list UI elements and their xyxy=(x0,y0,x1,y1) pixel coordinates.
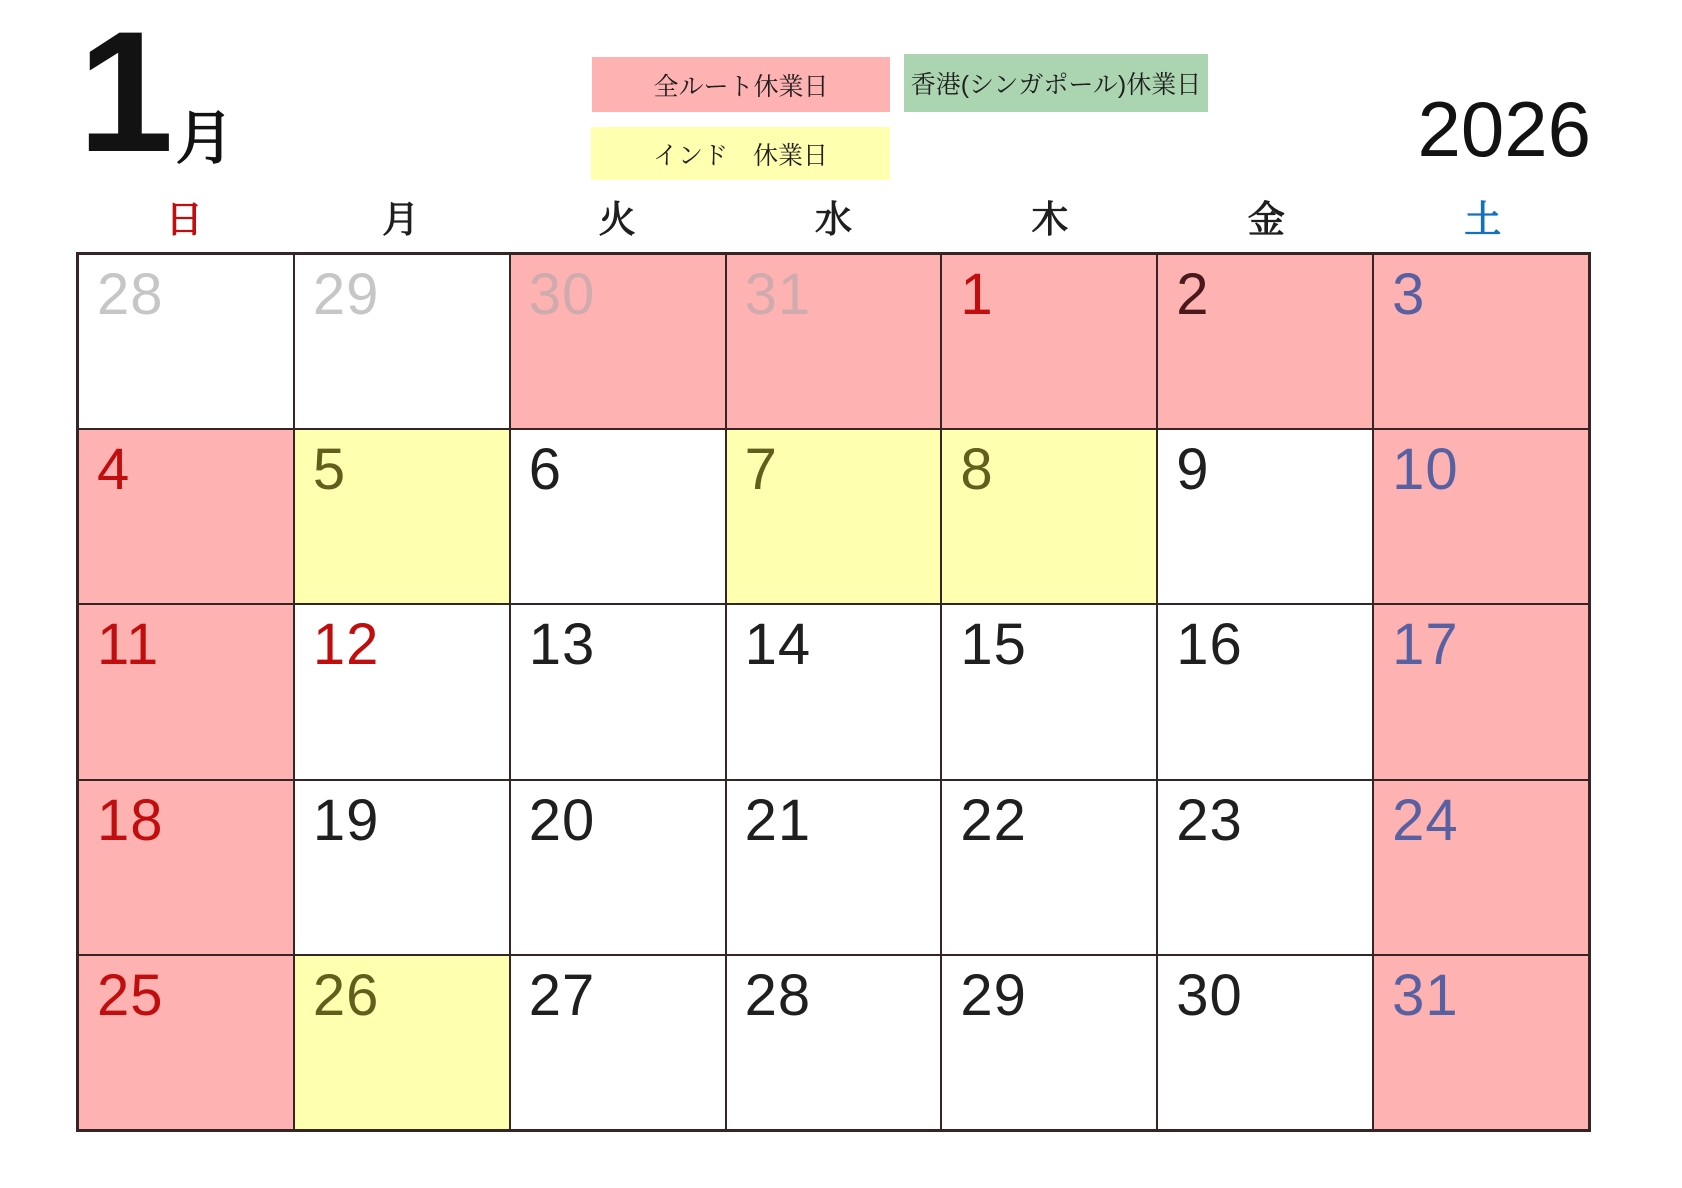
day-number: 10 xyxy=(1392,437,1459,503)
day-cell xyxy=(78,254,294,429)
day-number: 23 xyxy=(1176,787,1243,853)
day-number: 29 xyxy=(960,962,1027,1028)
day-number: 14 xyxy=(744,612,812,678)
day-number: 1 xyxy=(960,262,994,327)
day-number: 2 xyxy=(1176,262,1210,327)
day-number: 16 xyxy=(1176,612,1243,678)
day-cell xyxy=(78,955,294,1130)
day-cell xyxy=(941,780,1157,955)
day-number: 19 xyxy=(312,787,380,853)
day-cell xyxy=(510,955,726,1130)
day-cell xyxy=(941,955,1157,1130)
weekday-header-tue: 火 xyxy=(598,198,636,240)
day-cell xyxy=(941,429,1157,604)
weekday-header-row xyxy=(76,193,1591,245)
day-number: 29 xyxy=(312,262,380,327)
day-number: 27 xyxy=(528,962,596,1028)
year-label: 2026 xyxy=(1417,85,1591,173)
day-cell xyxy=(510,604,726,779)
legend-hongkong-singapore-label: 香港(シンガポール)休業日 xyxy=(910,71,1202,99)
legend-all-routes-closed xyxy=(592,57,890,112)
day-number: 8 xyxy=(960,437,994,503)
day-cell xyxy=(1373,254,1589,429)
day-cell xyxy=(294,604,510,779)
legend-all-routes-label: 全ルート休業日 xyxy=(653,72,829,101)
weekday-header-thu: 木 xyxy=(1031,198,1069,240)
day-cell xyxy=(294,780,510,955)
day-cell xyxy=(726,780,942,955)
weekday-header-mon: 月 xyxy=(382,198,420,240)
legend-india-label: インド 休業日 xyxy=(652,141,828,170)
day-number: 26 xyxy=(312,962,380,1028)
day-number: 21 xyxy=(744,787,812,853)
month-title xyxy=(78,0,234,188)
weekday-header-sun: 日 xyxy=(165,198,203,240)
month-label: 月 xyxy=(175,106,234,171)
day-cell xyxy=(1373,604,1589,779)
day-number: 13 xyxy=(528,612,596,678)
day-number: 30 xyxy=(1176,962,1243,1028)
day-number: 5 xyxy=(312,437,347,503)
weekday-header-fri: 金 xyxy=(1247,198,1285,240)
day-cell xyxy=(726,604,942,779)
day-cell xyxy=(510,254,726,429)
day-cell xyxy=(294,955,510,1130)
day-number: 31 xyxy=(1392,962,1459,1028)
day-number: 11 xyxy=(97,612,160,678)
day-number: 20 xyxy=(528,787,596,853)
day-number: 15 xyxy=(960,612,1027,678)
day-number: 30 xyxy=(528,262,596,327)
day-cell xyxy=(941,604,1157,779)
day-cell xyxy=(1157,955,1373,1130)
day-cell xyxy=(941,254,1157,429)
day-cell xyxy=(294,254,510,429)
day-cell xyxy=(510,780,726,955)
day-cell xyxy=(1373,955,1589,1130)
calendar-grid xyxy=(76,252,1591,1132)
day-number: 9 xyxy=(1176,437,1210,503)
day-number: 12 xyxy=(312,612,380,678)
day-cell xyxy=(78,780,294,955)
day-cell xyxy=(78,429,294,604)
weekday-header-wed: 水 xyxy=(814,198,852,240)
day-number: 7 xyxy=(744,437,778,503)
day-cell xyxy=(1373,780,1589,955)
day-cell xyxy=(1157,604,1373,779)
day-cell xyxy=(726,254,942,429)
month-number: 1 xyxy=(78,0,170,188)
legend-india-closed xyxy=(591,127,890,180)
day-number: 31 xyxy=(744,262,812,327)
day-number: 3 xyxy=(1392,262,1426,327)
day-cell xyxy=(726,429,942,604)
day-number: 25 xyxy=(97,962,164,1028)
day-cell xyxy=(510,429,726,604)
day-number: 4 xyxy=(97,437,131,503)
day-number: 6 xyxy=(528,437,562,503)
day-cell xyxy=(1157,780,1373,955)
legend-hongkong-singapore-closed xyxy=(904,54,1208,112)
day-cell xyxy=(1373,429,1589,604)
day-number: 28 xyxy=(744,962,812,1028)
day-cell xyxy=(78,604,294,779)
day-number: 18 xyxy=(97,787,164,853)
day-number: 17 xyxy=(1392,612,1459,678)
weekday-header-sat: 土 xyxy=(1464,198,1502,240)
day-cell xyxy=(1157,254,1373,429)
day-number: 24 xyxy=(1392,787,1459,853)
day-cell xyxy=(726,955,942,1130)
day-cell xyxy=(1157,429,1373,604)
day-number: 28 xyxy=(97,262,164,327)
day-cell xyxy=(294,429,510,604)
day-number: 22 xyxy=(960,787,1027,853)
